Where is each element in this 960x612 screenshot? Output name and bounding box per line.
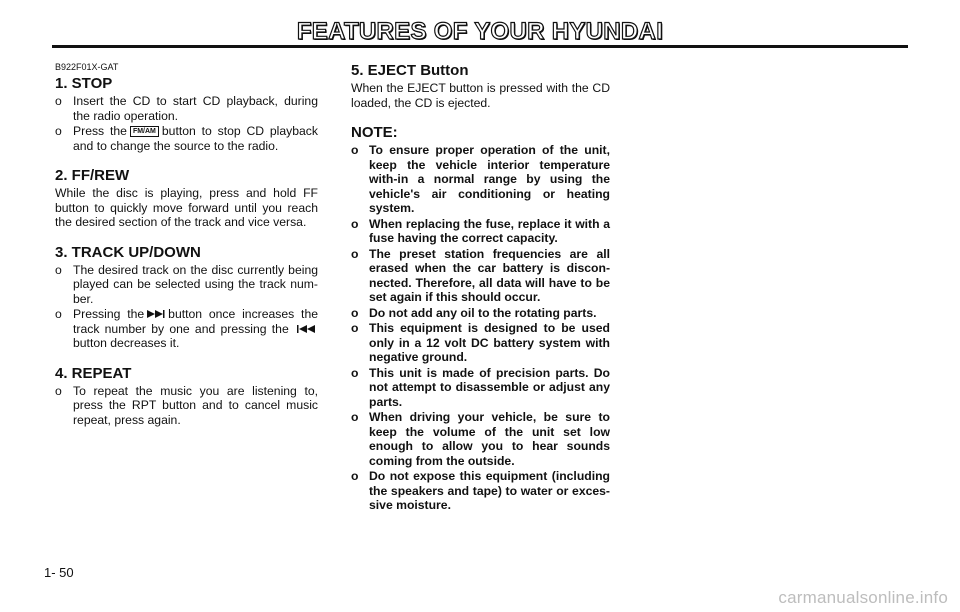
page-header-title: FEATURES OF YOUR HYUNDAI	[296, 18, 664, 45]
eject-text: When the EJECT button is pressed with the CD loaded, the CD is ejected.	[351, 81, 610, 110]
note-heading: NOTE:	[351, 124, 398, 141]
bullet: o	[55, 383, 62, 398]
repeat-section	[55, 365, 318, 428]
note-item: o The preset station frequencies are all erased when the car battery is discon-nected. Therefore, all data will have to be set again if this should occur.	[351, 246, 610, 304]
rewind-icon	[297, 325, 315, 333]
fast-forward-icon	[147, 310, 165, 318]
section-code: B922F01X-GAT	[55, 62, 119, 72]
ffrew-heading: 2. FF/REW	[55, 167, 130, 184]
note-item: o This unit is made of precision parts. Do not attempt to disassemble or adjust any parts.	[351, 365, 610, 409]
repeat-item-1: o To repeat the music you are listening to, press the RPT button and to cancel music repeat, press again.	[55, 383, 318, 427]
note-item: o Do not add any oil to the rotating parts.	[351, 305, 597, 320]
note-item: o When replacing the fuse, replace it with a fuse having the correct capacity.	[351, 216, 610, 245]
track-section	[55, 244, 318, 351]
ffrew-section	[55, 167, 318, 230]
eject-heading: 5. EJECT Button	[351, 62, 469, 79]
track-item-2: o Pressing the button once increases the track number by one and pressing the button decreases it.	[55, 307, 318, 350]
note-item: o This equipment is designed to be used only in a 12 volt DC battery system with negative ground.	[351, 321, 610, 364]
stop-heading: 1. STOP	[55, 75, 113, 92]
fm-am-button-icon: FM/AM	[130, 126, 159, 137]
stop-item-1: o Insert the CD to start CD playback, during the radio operation.	[55, 94, 318, 123]
track-heading: 3. TRACK UP/DOWN	[55, 243, 201, 261]
stop-item-2: o Press the FM/AM button to stop CD playback and to change the source to the radio.	[55, 124, 318, 153]
left-column	[55, 62, 318, 441]
repeat-heading: 4. REPEAT	[55, 364, 132, 382]
watermark: carmanualsonline.info	[778, 588, 948, 607]
stop-section	[55, 75, 318, 153]
track-item-1: o The desired track on the disc currently being played can be selected using the track num-ber.	[55, 262, 318, 306]
bullet: o	[55, 262, 62, 277]
bullet: o	[55, 124, 62, 138]
note-item: o Do not expose this equipment (including the speakers and tape) to water or exces-sive moisture.	[351, 469, 610, 512]
note-item: o To ensure proper operation of the unit, keep the vehicle interior temperature with-in a normal range by using the vehicle's air conditioning or heating system.	[351, 143, 610, 215]
page-number: 1- 50	[44, 565, 74, 580]
bullet: o	[55, 94, 62, 108]
bullet: o	[55, 307, 62, 321]
note-section	[351, 124, 610, 513]
eject-section	[351, 62, 610, 110]
note-item: o When driving your vehicle, be sure to keep the volume of the unit set low enough to allow you to hear sounds coming from the outside.	[351, 410, 610, 468]
right-column	[351, 62, 610, 527]
header-rule	[52, 45, 908, 48]
ffrew-text: While the disc is playing, press and hold FF button to quickly move forward until you reach the desired section of the track and vice versa.	[55, 186, 318, 229]
